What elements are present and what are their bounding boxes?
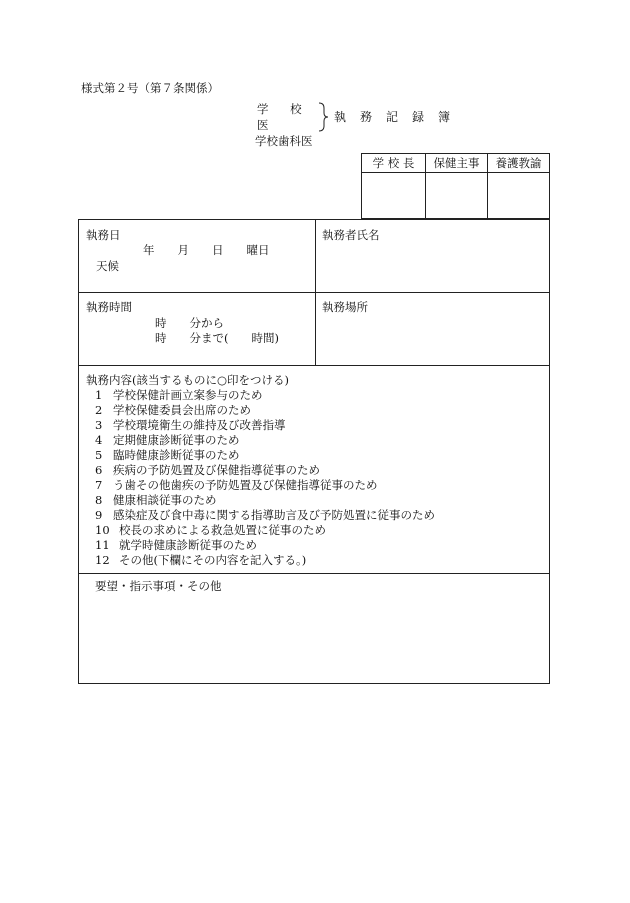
- duty-number: 3: [95, 418, 103, 432]
- roles-group: [255, 101, 315, 149]
- role-school-doctor: 学 校 医: [257, 102, 311, 132]
- duty-number: 1: [95, 388, 103, 402]
- duty-number: 12: [95, 553, 110, 567]
- duty-item[interactable]: [95, 552, 306, 568]
- duty-item[interactable]: [95, 522, 326, 538]
- duties-heading: 執務内容(該当するものに○印をつける): [86, 373, 290, 387]
- row-divider: [79, 573, 549, 574]
- role-school-dentist: 学校歯科医: [255, 134, 313, 148]
- duty-number: 8: [95, 493, 103, 507]
- row-divider: [79, 365, 549, 366]
- work-time-label: 執務時間: [86, 300, 132, 314]
- remarks-label: 要望・指示事項・その他: [95, 579, 222, 593]
- approval-stamp-table: [361, 153, 550, 219]
- date-label: 執務日: [86, 228, 121, 242]
- duty-number: 6: [95, 463, 103, 477]
- duty-text: 臨時健康診断従事のため: [113, 448, 240, 462]
- stamp-header-principal: 学 校 長: [362, 154, 426, 173]
- duty-number: 11: [95, 538, 110, 552]
- duty-number: 5: [95, 448, 103, 462]
- duty-text: 疾病の予防処置及び保健指導従事のため: [113, 463, 320, 477]
- duty-text: 学校環境衛生の維持及び改善指導: [113, 418, 286, 432]
- duty-text: 学校保健委員会出席のため: [113, 403, 251, 417]
- duty-text: 感染症及び食中毒に関する指導助言及び予防処置に従事のため: [113, 508, 435, 522]
- stamp-box-principal[interactable]: [362, 173, 426, 219]
- remarks-area[interactable]: [80, 594, 548, 682]
- duty-item[interactable]: [95, 447, 240, 463]
- time-until-line[interactable]: 時 分まで( 時間): [155, 331, 279, 345]
- duty-item[interactable]: [95, 462, 320, 478]
- work-place-label[interactable]: 執務場所: [322, 300, 368, 314]
- duty-number: 10: [95, 523, 110, 537]
- stamp-header-health-director: 保健主事: [426, 154, 488, 173]
- document-title: 執務記録簿: [334, 110, 465, 124]
- duty-text: その他(下欄にその内容を記入する。): [119, 553, 307, 567]
- duty-text: 定期健康診断従事のため: [113, 433, 240, 447]
- duty-item[interactable]: [95, 537, 257, 553]
- form-number-label: 様式第２号（第７条関係）: [81, 81, 219, 95]
- duty-text: 健康相談従事のため: [113, 493, 217, 507]
- duty-item[interactable]: [95, 402, 251, 418]
- date-line[interactable]: 年 月 日 曜日: [143, 243, 270, 257]
- duty-number: 9: [95, 508, 103, 522]
- duty-item[interactable]: [95, 387, 263, 403]
- duty-item[interactable]: [95, 507, 435, 523]
- duty-text: 校長の求めによる救急処置に従事のため: [119, 523, 326, 537]
- duty-text: う歯その他歯疾の予防処置及び保健指導従事のため: [113, 478, 378, 492]
- duty-number: 4: [95, 433, 103, 447]
- duty-text: 学校保健計画立案参与のため: [113, 388, 263, 402]
- duty-number: 7: [95, 478, 103, 492]
- record-form: [78, 219, 550, 684]
- duty-item[interactable]: [95, 477, 378, 493]
- duty-item[interactable]: [95, 492, 217, 508]
- duty-number: 2: [95, 403, 103, 417]
- duty-text: 就学時健康診断従事のため: [119, 538, 257, 552]
- brace-icon: [317, 102, 331, 132]
- time-from-line[interactable]: 時 分から: [155, 316, 224, 330]
- row-divider: [79, 292, 549, 293]
- duty-item[interactable]: [95, 417, 286, 433]
- worker-name-label[interactable]: 執務者氏名: [322, 228, 380, 242]
- stamp-box-school-nurse[interactable]: [488, 173, 550, 219]
- stamp-box-health-director[interactable]: [426, 173, 488, 219]
- stamp-header-school-nurse: 養護教諭: [488, 154, 550, 173]
- duty-item[interactable]: [95, 432, 240, 448]
- weather-label[interactable]: 天候: [96, 259, 119, 273]
